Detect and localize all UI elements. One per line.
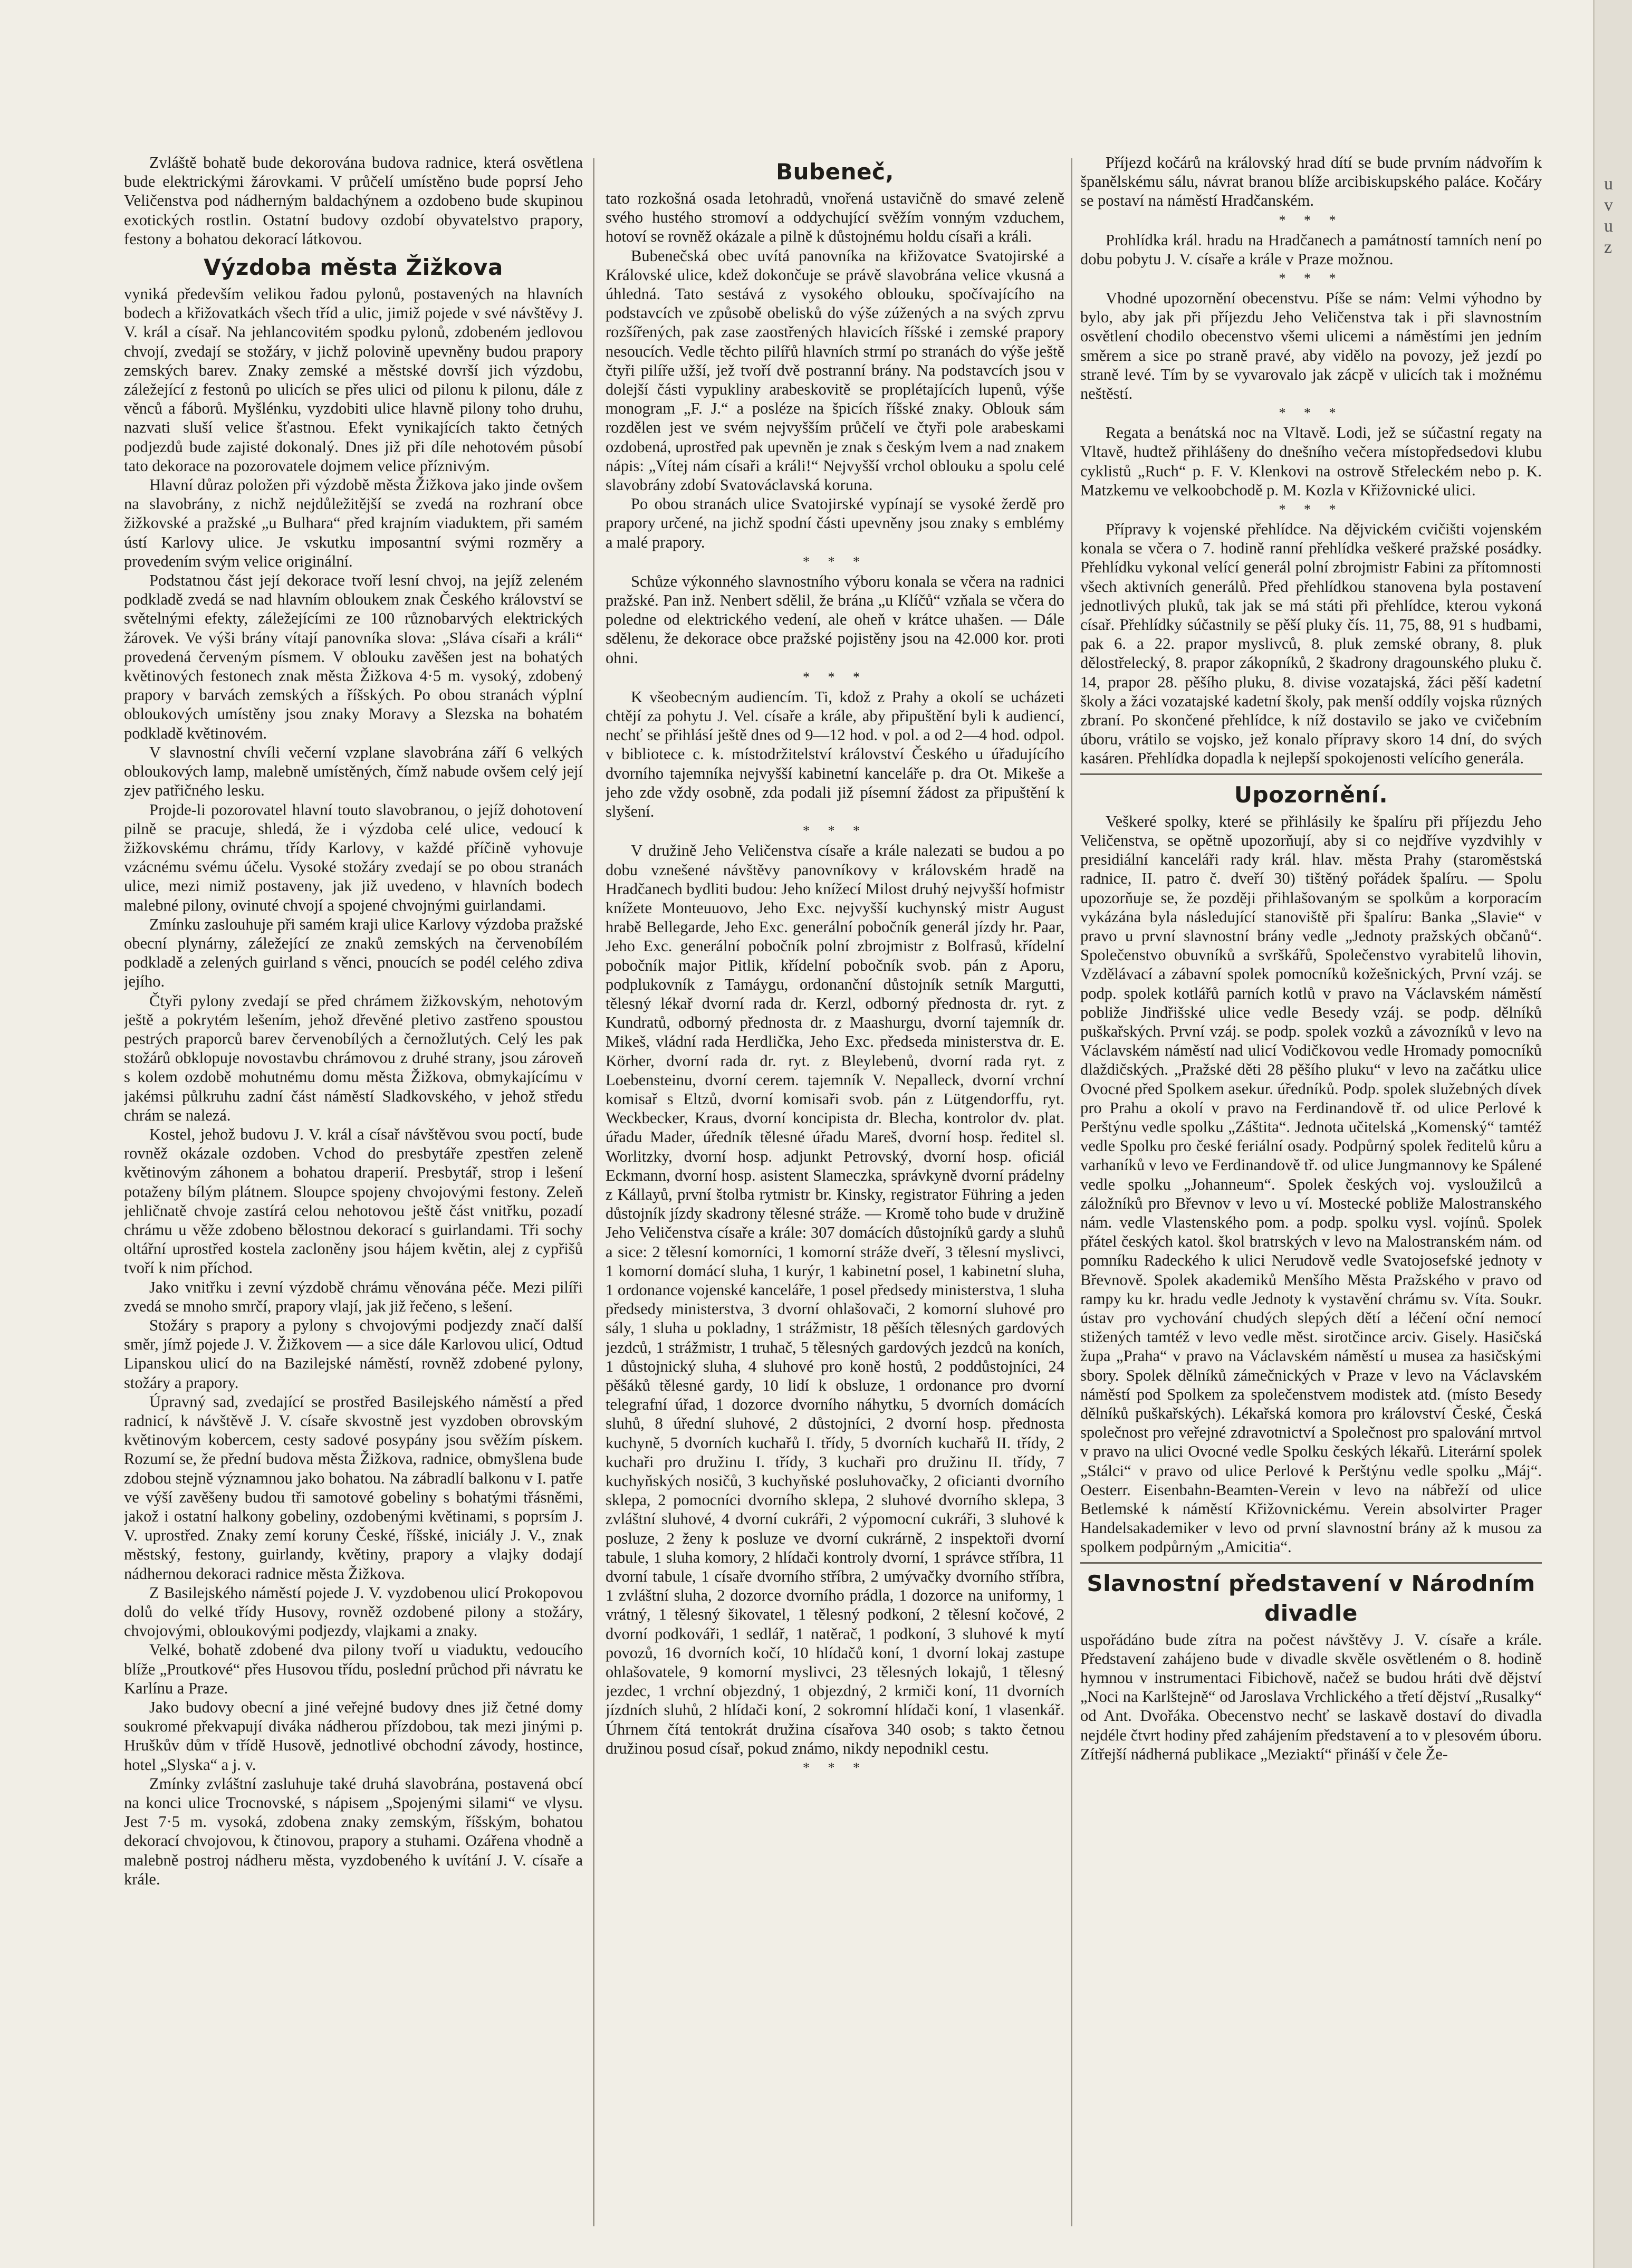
paragraph: Podstatnou část její dekorace tvoří lesní chvoj, na jejíž zeleném podkladě zvedá se nad hlavním obloukem znak Českého království se světelnými efekty, záležejícími ze 100 různobarvých elektrických žárovek. Ve výši brány vítají panovníka slova: „Sláva císaři a králi“ provedená červeným písmem. V oblouku zavěšen jest na bohatých květinových festonech znak města Žižkova 4·5 m. vysoký, zdobený prapory v barvách zemských a říšských. Po obou stranách výplní obloukových umístěny jsou znaky Moravy a Slezska na bohatém podkladě květinovém. [124, 571, 583, 742]
paragraph: K všeobecným audiencím. Ti, kdož z Prahy a okolí se ucházeti chtějí za pohytu J. Vel. císaře a krále, aby připuštění byli k audiencí, nechť se přihlásí ještě dnes od 9—12 hod. v pol. a od 2—4 hod. odpol. v bibliotece c. k. místodržitelství království Českého u úřadujícího dvorního tajemníka nejvyšší kabinetní kanceláře p. dra Ot. Mikeše a jeho zde vždy osobně, zda podali již písemní žádost za připuštění k slyšení. [606, 687, 1064, 821]
paragraph: Přípravy k vojenské přehlídce. Na dějvickém cvičišti vojenském konala se včera o 7. hodině ranní přehlídka veškeré pražské posádky. Přehlídku vykonal velící generál polní zbrojmistr Fabini za přítomnosti všech aktivních generálů. Před přehlídkou stanovena byla postavení jednotlivých pluků, tak jak se má státi při přehlídce, kterou vykoná císař. Přehlídky súčastnily se pěší pluky čís. 11, 75, 88, 91 s hudbami, pak 6. a 22. prapor myslivců, 8. pluk zemské obrany, 8. pluk dělostřelecký, 8. prapor zákopníků, 2 škadrony dragounského pluku č. 14, prapor 28. pěšího pluku, 8. divise vozatajská, žáci pěší kadetní školy a žáci vozatajské kadetní školy, pak menší oddíly vojska různých zbraní. Po skončené přehlídce, k níž dostavilo se jako ve cvičebním úboru, vrátilo se vojsko, jež konalo přípravy skoro 14 dní, do svých kasáren. Přehlídka dopadla k nejlepší spokojenosti velícího generála. [1080, 520, 1542, 768]
separator-stars: * * * [803, 1760, 867, 1776]
paragraph: Regata a benátská noc na Vltavě. Lodi, jež se súčastní regaty na Vltavě, hudtež přihlášeny do dnešního večera místopředsedovi klubu cyklistů „Ruch“ p. F. V. Klenkovi na ostrově Střeleckém nebo p. K. Matzkemu ve velkoobchodě p. M. Kozla v Křižovnické ulici. [1080, 424, 1542, 499]
column-3 [1080, 153, 1542, 2232]
paragraph: Zmínku zaslouhuje při samém kraji ulice Karlovy výzdoba pražské obecní plynárny, záležející ze znaků zemských na červenobílém podkladě a zelených guirland s věnci, pnoucích se podél celého zdiva jejího. [124, 915, 583, 991]
edge-letter: u [1604, 174, 1613, 194]
paragraph: Stožáry s prapory a pylony s chvojovými podjezdy značí další směr, jímž pojede J. V. Žižkovem — a sice dále Karlovou ulicí, Odtud Lipanskou ulicí do na Bazilejské náměstí, rovněž zdobené pylony, stožáry a prapory. [124, 1316, 583, 1392]
paragraph: V družině Jeho Veličenstva císaře a krále nalezati se budou a po dobu vznešené návštěvy panovníkovy v královském hradě na Hradčanech bydliti budou: Jeho knížecí Milost druhý nejvyšší hofmistr knížete Monteuuovo, Jeho Exc. nejvyšší kuchynský mistr August hrabě Bellegarde, Jeho Exc. generální pobočník generál jízdy hr. Paar, Jeho Exc. generální pobočník polní zbrojmistr z Bolfrasů, křídelní pobočník major Pitlik, křídelní pobočník svob. pán z Aporu, podplukovník z Tamáygu, ordonanční důstojník setník Margutti, tělesný lékař dvorní rada dr. Kerzl, odborný přednosta dr. ryt. z Kundratů, odborný přednosta dr. z Maashurgu, dvorní tajemník dr. Mikeš, vládní rada Herdlička, Jeho Exc. předseda ministerstva dr. E. Körher, dvorní rada dr. ryt. z Bleylebenů, dvorní rada ryt. z Loebensteinu, dvorní cerem. tajemník V. Nepalleck, dvorní vrchní komisař s Eltzů, dvorní komisaři svob. pán z Lütgendorffu, ryt. Weckbecker, Kraus, dvorní koncipista dr. Blecha, kontrolor dv. plat. úřadu Mader, úředník tělesné úřadu Mareš, dvorní hosp. ředitel sl. Worlitzky, dvorní hosp. adjunkt Petrovský, dvorní hosp. oficiál Eckmann, dvorní hosp. asistent Slameczka, správkyně dvorní prádelny z Kállayů, první štolba rytmistr br. Kinsky, registrator Führing a jeden důstojník jízdy skadrony tělesné stráže. — Kromě toho bude v družině Jeho Veličenstva císaře a krále: 307 domácích důstojníků gardy a sluhů a sice: 2 tělesní komorníci, 1 komorní stráže dveří, 3 tělesní myslivci, 1 komorní domácí sluha, 1 kurýr, 1 kabinetní posel, 1 kabinetní sluha, 1 ordonance vojenské kanceláře, 1 posel předsedy ministerstva, 1 sluha předsedy ministerstva, 3 dvorní ohlašovači, 2 komorní sluhové pro sály, 1 sluha u pokladny, 1 strážmistr, 18 pěších tělesných gardových jezdců, 1 strážmistr, 1 truhač, 5 tělesných gardových jezdců na koních, 1 důstojnický sluha, 4 sluhové pro koně hostů, 2 poddůstojníci, 24 pěšáků tělesné gardy, 10 lidí k obsluze, 1 ordonance pro dvorní telegrafní úřad, 1 dozorce dvorního náhytku, 5 dvorních domácích sluhů, 8 úřední sluhové, 2 důstojníci, 2 dvorní hosp. přednosta kuchyně, 5 dvorních kuchařů I. třídy, 5 dvorních kuchařů II. třídy, 2 kuchaři pro družinu I. třídy, 3 kuchaři pro družinu II. třídy, 7 kuchyňských nosičů, 3 kuchyňské posluhovačky, 2 oficianti dvorního sklepa, 2 pomocníci dvorního sklepa, 2 sluhové dvorního sklepa, 3 zvláštní sluhové, 4 dvorní cukráři, 2 výpomocní cukráři, 3 sluhové k posluze, 2 ženy k posluze ve dvorní cukrárně, 2 inspektoři dvorní tabule, 1 sluha komory, 2 hlídači kontroly dvorní, 1 správce stříbra, 11 dvorní tabule, 1 císaře dvorního stříbra, 2 umývačky dvorního stříbra, 1 zvláštní sluha, 2 dozorce dvorního prádla, 1 dozorce na uniformy, 1 vrátný, 1 tělesný šikovatel, 1 tělesný podkoní, 2 tělesní kočové, 2 dvorní podkováři, 1 sedlář, 1 natěrač, 1 podkoní, 3 sluhové k mytí povozů, 16 dvorních kočí, 10 hlídačů koní, 1 dvorní lokaj zastupe ohlašovatele, 9 komorní myslivci, 23 tělesných lokajů, 1 tělesný jezdec, 1 vrchní objezdný, 1 objezdný, 2 krmiči koní, 11 dvorních jízdních sluhů, 2 hlídači koní, 2 sokromní hlídači koní, 1 vlasenkář. Úhrnem čítá tentokrát družina císařova 340 osob; s takto četnou družinou posud císař, pokud známo, nikdy nepodnikl cestu. [606, 841, 1064, 1757]
paragraph: Velké, bohatě zdobené dva pilony tvoří u viaduktu, vedoucího blíže „Proutkové“ přes Husovou třídu, poslední průchod při návratu ke Karlínu a Praze. [124, 1641, 583, 1697]
paragraph: Kostel, jehož budovu J. V. král a císař návštěvou svou poctí, bude rovněž okázale ozdoben. Vchod do presbytáře zpestřen zeleně květinovým záhonem a bohatou draperií. Presbytář, strop i lešení potaženy bílým plátnem. Sloupce spojeny chvojovými festony. Zeleň jehličnatě chvoje zastírá celou nehotovou ještě část vnitřku, pozadí chrámu u věže zdobeno bělostnou dekorací s guirlandami. Tři sochy oltářní uprostřed kostela zacloněny jsou hájem květin, alej z cypřišů tvoří k nim příchod. [124, 1125, 583, 1277]
separator-stars: * * * [1279, 271, 1343, 286]
paragraph: Čtyři pylony zvedají se před chrámem žižkovským, nehotovým ještě a pokrytém lešením, jehož dřevěné pletivo zastřeno spoustou pestrých praporců barev červenobílých a černožlutých. Celý les pak stožárů obklopuje novostavbu chrámovou z druhé strany, jsou zároveň s kolem ozdobě mohutnému domu města Žižkova, obmykajícímu v jakémsi půlkruhu zadní část náměstí Sladkovského, v jehož středu chrám se nalezá. [124, 991, 583, 1124]
column-1 [124, 153, 583, 2232]
separator-stars: * * * [1279, 405, 1343, 421]
paragraph: Vhodné upozornění obecenstvu. Píše se nám: Velmi výhodno by bylo, aby jak při příjezdu Jeho Veličenstva tak i při slavnostním osvětlení chodilo obecenstvo všemi ulicemi a náměstími jen jedním směrem a sice po straně pravé, aby vidělo na povozy, jež jezdí po straně levé. Tím by se vyvarovalo jak zácpě v ulicích tak i možnému neštěstí. [1080, 289, 1542, 403]
column-rule [593, 158, 594, 2226]
paragraph: Jako budovy obecní a jiné veřejné budovy dnes již četné domy soukromé překvapují diváka nádherou přízdobou, tak mezi jinými p. Hruškův dům v třídě Husově, jednotlivé obchodní závody, hostince, hotel „Slyska“ a j. v. [124, 1698, 583, 1774]
edge-letter: v [1604, 195, 1613, 215]
section-heading: Bubeneč, [776, 159, 894, 185]
paragraph: Z Basilejského náměstí pojede J. V. vyzdobenou ulicí Prokopovou dolů do velké třídy Husovy, rovněž ozdobené pilony a stožáry, chvojovými, obloukovými podjezdy, vlajkami a znaky. [124, 1583, 583, 1640]
paragraph: Veškeré spolky, které se přihlásily ke špalíru při příjezdu Jeho Veličenstva, se opětně upozorňují, aby si co nejdříve vyzdvihly v presidiální kanceláři rady král. hlav. města Prahy (staroměstská radnice, II. patro č. dveří 30) tištěný pořádek špalíru. — Spolu upozorňuje se, že později přihlašovaným se spolkům a korporacím vykázána byla následující stanoviště při špalíru: Banka „Slavie“ v pravo u první slavnostní brány vedle „Jednoty pražských občanů“. Společenstvo obuvníků a svrškářů, Společenstvo vyrabitelů lihovin, Vzdělávací a zábavní spolek pomocníků kožešnických, První vzáj. se podp. spolek kotlářů parních kotlů v pravo na Václavském náměstí pobliže Jindřišské ulice vedle Besedy vzáj. se podp. dělníků puškařských. První vzáj. se podp. spolek vozků a závozníků v levo na Václavském náměstí nad ulicí Vodičkovou vedle Hromady pomocníků dlaždičských. „Pražské děti 28 pěšího pluku“ v levo na začátku ulice Ovocné před Spolkem asekur. úředníků. Podp. spolek služebných dívek pro Prahu a okolí v pravo na Ferdinandově tř. od ulice Perlové k Perštýnu vedle spolku „Záštita“. Jednota učitelská „Komenský“ tamtéž vedle Spolku pro české feriální osady. Podpůrný spolek ředitelů kůru a varhaníků v levo ve Ferdinandově tř. od ulice Jungmannovy ke Spálené vedle spolku „Johanneum“. Spolek českých voj. vysloužilců a záložníků pro Břevnov v levo u ví. Mostecké pobliže Malostranského nám. vedle Vlastenského pom. a podp. spolku vysl. vojínů. Spolek přátel českých katol. škol bratrských v levo na Malostranském nám. od pomníku Radeckého k ulici Nerudově vedle Svatojosefské jednoty v Břevnově. Spolek akademiků Menšího Města Pražského v pravo od rampy ku kr. hradu vedle Jednoty k vystavění chrámu sv. Víta. Soukr. ústav pro vychování chudých slepých dětí a léčení oční nemocí stižených tamtéž v levo vedle měst. sirotčince arciv. Gisely. Hasičská župa „Praha“ v pravo na Václavském náměstí u musea za hasičskými sbory. Spolek dělníků zámečnických v Praze v levo na Václavském náměstí pod Spolkem za společenstvem modistek atd. (místo Besedy dělníků puškařských). Lékařská komora pro království České, Česká společnost pro veřejné zdravotnictví a Společnost pro spalování mrtvol v pravo na ulici Ovocné vedle Spolku českých lékařů. Literární spolek „Stálci“ v pravo od ulice Perlové k Perštýnu vedle spolku „Máj“. Oesterr. Eisenbahn-Beamten-Verein v levo na nábřeží od ulice Betlemské k náměstí Křižovnickému. Verein absolvirter Prager Handelsakademiker v levo od první slavnostní brány až k musou za spolkem podpůrným „Amicitia“. [1080, 812, 1542, 1556]
paragraph: Zmínky zvláštní zasluhuje také druhá slavobrána, postavená obcí na konci ulice Trocnovské, s nápisem „Spojenými silami“ ve vlysu. Jest 7·5 m. vysoká, zdobena znaky zemským, říšským, bohatou dekorací chvojovou, k čtinovou, prapory a stuhami. Ozářena vhodně a malebně postroj nádheru města, vyzdobeného k uvítání J. V. císaře a krále. [124, 1774, 583, 1888]
paragraph: Hlavní důraz položen při výzdobě města Žižkova jako jinde ovšem na slavobrány, z nichž nejdůležitější se zvedá na rozhraní obce žižkovské a pražské „u Bulhara“ před krajním viaduktem, při samém ústí Karlovy ulice. Je vskutku imposantní svými rozměry a provedením svým velice originální. [124, 476, 583, 570]
paragraph: V slavnostní chvíli večerní vzplane slavobrána září 6 velkých obloukových lamp, malebně umístěných, čímž nabude ovšem celý její zjev patřičného lesku. [124, 743, 583, 800]
paragraph: Schůze výkonného slavnostního výboru konala se včera na radnici pražské. Pan inž. Nenbert sdělil, že brána „u Klíčů“ vzňala se včera do poledne od elektrického vedení, ale oheň v krátce uhašen. — Dále sdělenu, že dekorace obce pražské pojistěny jsou na 42.000 kor. proti ohni. [606, 572, 1064, 667]
separator-stars: * * * [803, 823, 867, 839]
paragraph: Prohlídka král. hradu na Hradčanech a památností tamních není po dobu pobytu J. V. císaře a krále v Praze možnou. [1080, 231, 1542, 268]
section-divider [1080, 773, 1542, 775]
edge-letter: u [1604, 216, 1613, 236]
section-heading: Upozornění. [1234, 781, 1388, 808]
paragraph: tato rozkošná osada letohradů, vnořená ustavičně do smavé zeleně svého hustého stromoví a oddychující svěžím vonným vzduchem, hotoví se rovněž okázale a pilně k důstojnému holdu císaři a králi. [606, 189, 1064, 246]
paragraph: Projde-li pozorovatel hlavní touto slavobranou, o jejíž dohotovení pilně se pracuje, shledá, že i výzdoba celé ulice, vedoucí k žižkovskému chrámu, třídy Karlovy, v každé příčině vyhovuje vzácnému svému účelu. Vysoké stožáry zvedají se po obou stranách ulice, mezi nimiž postaveny, jak již uvedeno, v hlavních bodech malebné pilony, ovinuté chvojí a spojené chvojnými guirlandami. [124, 800, 583, 914]
column-rule [1071, 158, 1072, 2226]
paragraph: Po obou stranách ulice Svatojirské vypínají se vysoké žerdě pro prapory určené, na jichž spodní části upevněny jsou znaky s emblémy a malé prapory. [606, 495, 1064, 551]
adjacent-page-edge [1593, 0, 1632, 2268]
paragraph: Úpravný sad, zvedající se prostřed Basilejského náměstí a před radnicí, k návštěvě J. V. císaře skvostně jest vyzdoben obrovským květinovým kobercem, cesty sadové posypány jsou svěžím pískem. Rozumí se, že přední budova města Žižkova, radnice, obmyšlena bude zdobou stejně významnou jako bohatou. Na zábradlí balkonu v I. patře ve výší zavěšeny budou tři samotové gobeliny s bohatými třásněmi, jakož i ostatní halkony gobeliny, ozdobenými květinami, s poprsím J. V. uprostřed. Znaky zemí koruny České, říšské, iniciály J. V., znak městský, festony, guirlandy, květiny, prapory a vlajky dodají nádhernou dekoraci radnice města Žižkova. [124, 1392, 583, 1583]
paragraph: Příjezd kočárů na královský hrad dítí se bude prvním nádvořím k španělskému sálu, návrat branou blíže arcibiskupského paláce. Kočáry se postaví na náměstí Hradčanském. [1080, 154, 1542, 210]
paragraph: Zvláště bohatě bude dekorována budova radnice, která osvětlena bude elektrickými žárovkami. V průčelí umístěno bude poprsí Jeho Veličenstva pod nádherným baldachýnem a ozdobeno bude skupinou exotických rostlin. Ostatní budovy ozdobí obyvatelstvo prapory, festony a bohatou dekorací látkovou. [124, 154, 583, 248]
paragraph: vyniká především velikou řadou pylonů, postavených na hlavních bodech a křižovatkách všech tříd a ulic, jimiž pojede v své návštěvy J. V. král a císař. Na jehlancovitém spodku pylonů, zdobeném jedlovou chvojí, zvedají se stožáry, v jichž polovině upevněny budou prapory zemských barev. Znaky zemské a městské dovrší jich výzdobu, záležející z festonů po ulicích se přes ulici od pilonu k pilonu, dále z věnců a fáborů. Myšlénku, vyzdobiti ulice hlavně pilony toho druhu, nazvati sluší velice šťastnou. Efekt vynikajících takto četných podjezdů bude zajisté dokonalý. Dnes již při díle nehotovém působí tato dekorace na pozorovatele dojmem velice příznivým. [124, 285, 583, 475]
separator-stars: * * * [1279, 502, 1343, 518]
column-2 [606, 153, 1064, 2232]
paragraph: Bubenečská obec uvítá panovníka na křižovatce Svatojirské a Královské ulice, kdež dokončuje se právě slavobrána velice vkusná a úhledná. Tato sestává z vysokého oblouku, spočívajícího na podstavcích ve způsobě obelisků do výše zúžených a na svých zprvu rozšířených, pak zase zaostřených hlavicích říšské i zemské prapory nesoucích. Vedle těchto pilířů hlavních strmí po stranách do výše ještě čtyři pilíře užší, jež tvoří dvě postranní brány. Na podstavcích jsou v dolejší části vypukliny arabeskovitě se proplétajících lupenů, výše monogram „F. J.“ a posléze na špicích říšské znaky. Oblouk sám rozdělen jest ve svém nejvyšším průčelí ve čtyři pole arabeskami ozdobená, uprostřed pak upevněn je znak s českým lvem a nad znakem nápis: „Vítej nám císaři a králi!“ Nejvyšší vrchol oblouku a spolu celé slavobrány zdobí Svatováclavská koruna. [606, 246, 1064, 494]
separator-stars: * * * [1279, 212, 1343, 228]
paragraph: Jako vnitřku i zevní výzdobě chrámu věnována péče. Mezi pilíři zvedá se mnoho smrčí, prapory vlají, jak již řečeno, s lešení. [124, 1278, 583, 1315]
separator-stars: * * * [803, 553, 867, 569]
section-heading: Výzdoba města Žižkova [204, 254, 503, 281]
separator-stars: * * * [803, 669, 867, 685]
section-divider [1080, 1562, 1542, 1564]
paragraph: uspořádáno bude zítra na počest návštěvy J. V. císaře a krále. Představení zahájeno bude v divadle skvěle osvětleném o 8. hodině hymnou v instrumentaci Fibichově, načež se budou hráti dvě dějství „Noci na Karlštejně“ od Jaroslava Vrchlického a třetí dějství „Rusalky“ od Ant. Dvořáka. Obecenstvo nechť se laskavě dostaví do divadla nejdéle čtvrt hodiny před zahájením představení a to v plesovém úboru. Zítřejší nádherná publikace „Meziaktí“ přináší v čele Že- [1080, 1630, 1542, 1763]
edge-letter: z [1604, 237, 1612, 257]
section-heading: Slavnostní představení v Národním divadle [1087, 1570, 1535, 1626]
